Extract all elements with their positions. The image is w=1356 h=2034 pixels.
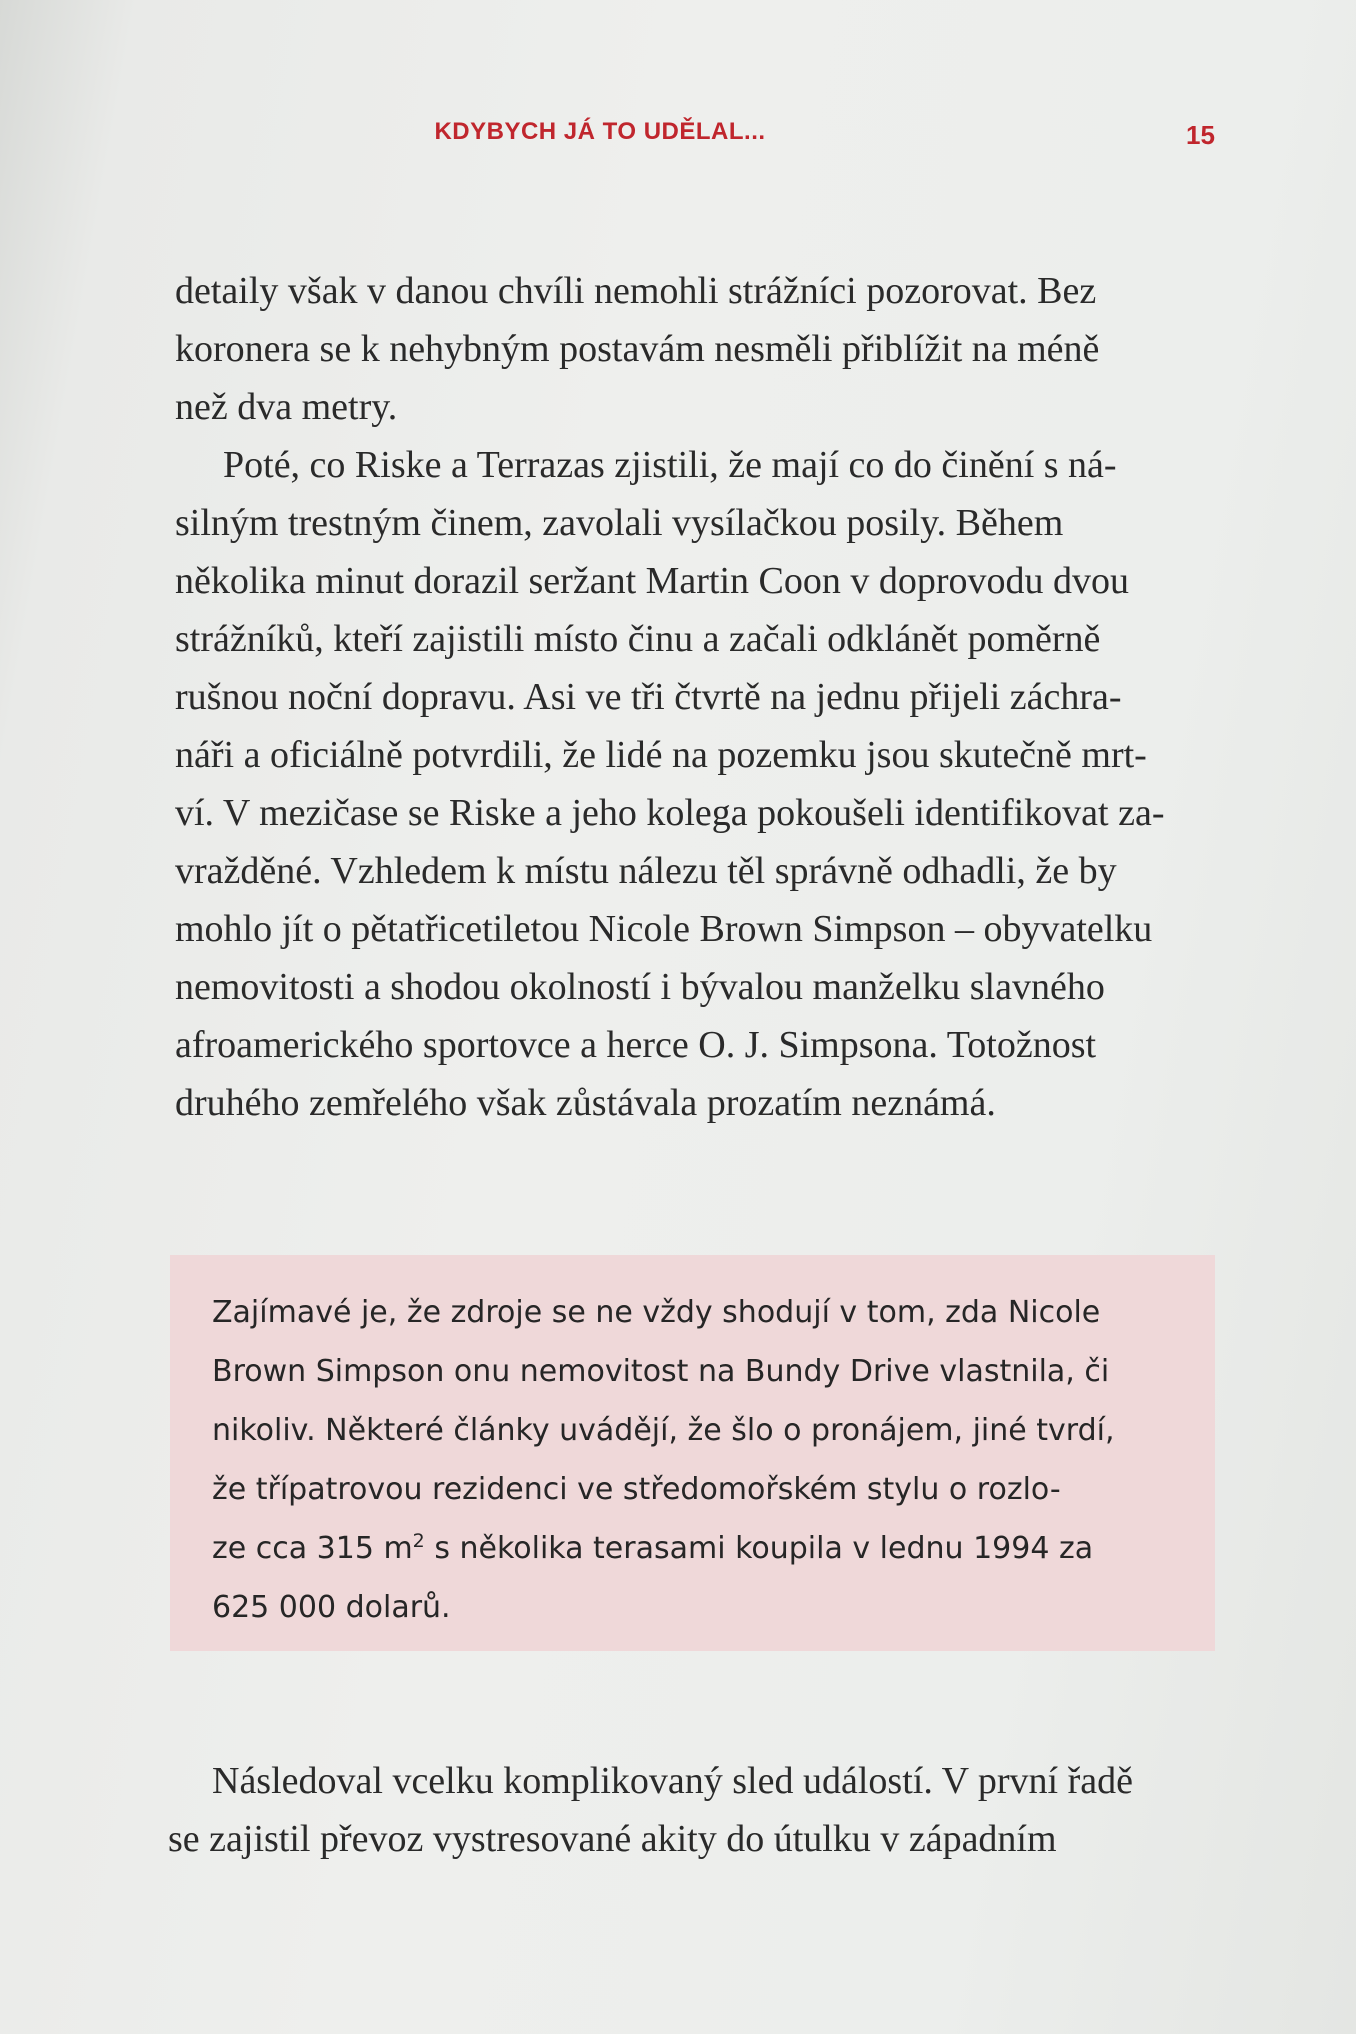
info-box-text bbox=[212, 1283, 1177, 1637]
info-line: že třípatrovou rezidenci ve středomořském stylu o rozlo- bbox=[212, 1472, 1061, 1507]
text-line: druhého zemřelého však zůstávala prozatím neznámá. bbox=[175, 1082, 996, 1124]
info-line: Brown Simpson onu nemovitost na Bundy Drive vlastnila, či bbox=[212, 1354, 1110, 1389]
info-box bbox=[170, 1255, 1215, 1651]
info-line-part: ze cca 315 m bbox=[212, 1531, 413, 1566]
info-line: 625 000 dolarů. bbox=[212, 1590, 451, 1625]
main-text-bottom bbox=[168, 1752, 1213, 1868]
text-line: mohlo jít o pětatřicetiletou Nicole Brown Simpson – obyvatelku bbox=[175, 908, 1153, 950]
info-line: Zajímavé je, že zdroje se ne vždy shodují v tom, zda Nicole bbox=[212, 1295, 1101, 1330]
text-line: náři a oficiálně potvrdili, že lidé na pozemku jsou skutečně mrt- bbox=[175, 734, 1147, 776]
text-line: afroamerického sportovce a herce O. J. Simpsona. Totožnost bbox=[175, 1024, 1097, 1066]
text-line: Následoval vcelku komplikovaný sled událostí. V první řadě bbox=[212, 1760, 1133, 1802]
page-number: 15 bbox=[1186, 120, 1215, 150]
text-line: rušnou noční dopravu. Asi ve tři čtvrtě na jednu přijeli záchra- bbox=[175, 676, 1122, 718]
info-line: nikoliv. Některé články uvádějí, že šlo o pronájem, jiné tvrdí, bbox=[212, 1413, 1115, 1448]
running-title: KDYBYCH JÁ TO UDĚLAL... bbox=[434, 118, 766, 145]
text-line: se zajistil převoz vystresované akity do útulku v západním bbox=[168, 1818, 1057, 1860]
text-line: detaily však v danou chvíli nemohli strážníci pozorovat. Bez bbox=[175, 270, 1097, 312]
main-text-top bbox=[175, 262, 1220, 1132]
text-line: několika minut dorazil seržant Martin Coon v doprovodu dvou bbox=[175, 560, 1130, 602]
text-line: vražděné. Vzhledem k místu nálezu těl správně odhadli, že by bbox=[175, 850, 1117, 892]
text-line: koronera se k nehybným postavám nesměli přiblížit na méně bbox=[175, 328, 1100, 370]
info-line-part: s několika terasami koupila v lednu 1994 za bbox=[434, 1531, 1094, 1566]
superscript: 2 bbox=[412, 1530, 425, 1552]
paragraph-1 bbox=[175, 262, 1220, 436]
paragraph-3 bbox=[168, 1752, 1213, 1868]
text-line: ví. V mezičase se Riske a jeho kolega pokoušeli identifikovat za- bbox=[175, 792, 1165, 834]
text-line: nemovitosti a shodou okolností i bývalou manželku slavného bbox=[175, 966, 1105, 1008]
text-line: než dva metry. bbox=[175, 386, 398, 428]
info-line-area bbox=[212, 1519, 1177, 1578]
text-line: silným trestným činem, zavolali vysílačkou posily. Během bbox=[175, 502, 1064, 544]
text-line: strážníků, kteří zajistili místo činu a začali odklánět poměrně bbox=[175, 618, 1101, 660]
text-line: Poté, co Riske a Terrazas zjistili, že mají co do činění s ná- bbox=[223, 444, 1117, 486]
paragraph-2 bbox=[175, 436, 1220, 1132]
